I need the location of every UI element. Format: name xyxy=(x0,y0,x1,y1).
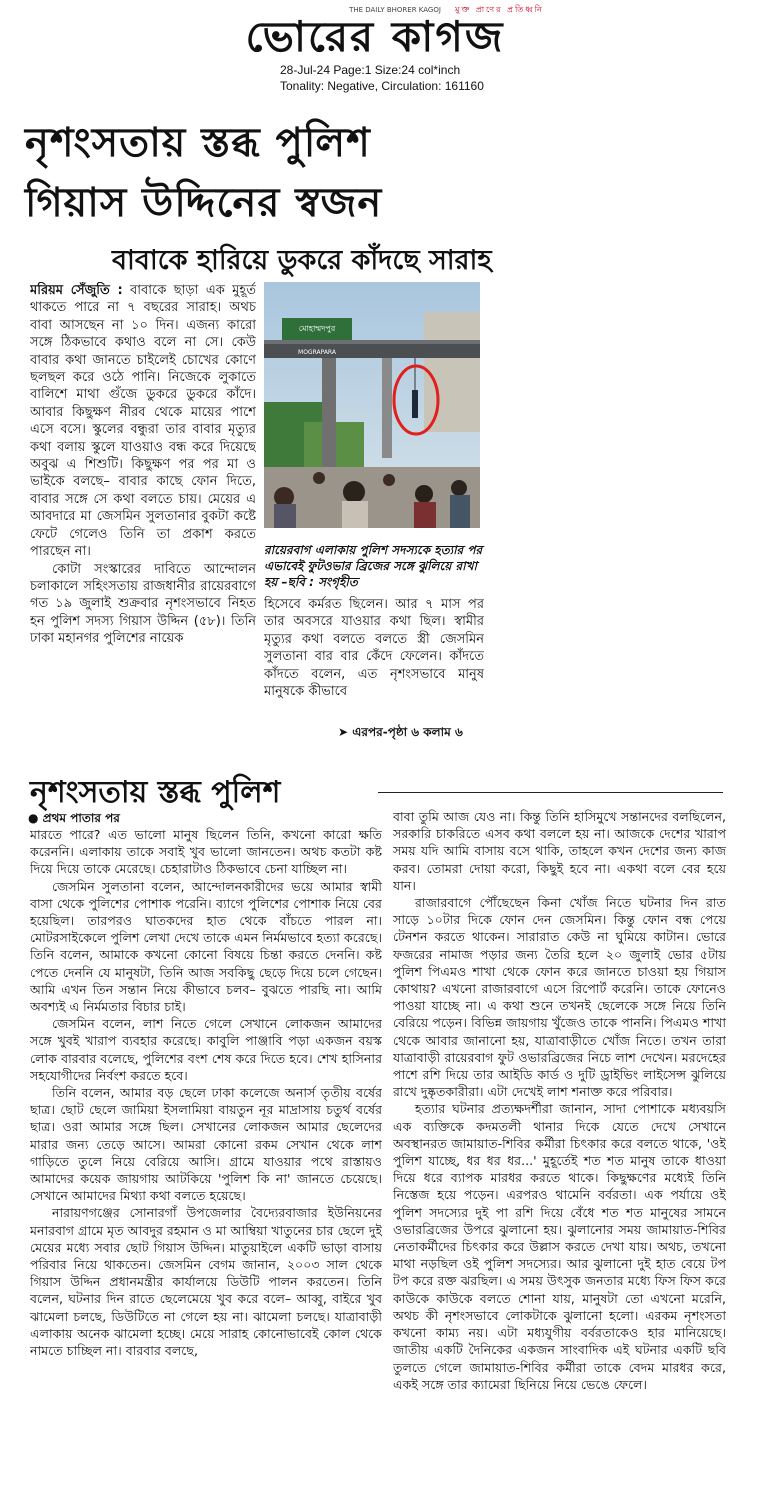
jump-column-left xyxy=(30,826,382,1486)
jump-left-paragraph: জেসমিন বলেন, লাশ নিতে গেলে সেখানে লোকজন আমাদের সঙ্গে খুবই খারাপ ব্যবহার করেছে। কাবুলি পাঞ্জাবি পড়া একজন বয়স্ক লোক বারবার বলেছে, পুলিশের বংশ শেষ করে দিতে হবে। শেখ হাসিনার সহযোগীদের নির্বংশ করতে হবে। xyxy=(30,1016,382,1083)
jump-right-paragraph: বাবা তুমি আজ যেও না। কিন্তু তিনি হাসিমুখে সন্তানদের বলছিলেন, সরকারি চাকরিতে এসব কথা বললে হয় না। আজকে দেশের খারাপ সময় যদি আমি বাসায় বসে থাকি, তাহলে কখন দেশের জন্য কাজ করব। তোমরা দোয়া করো, কিছুই হবে না। একথা বলে বের হয়ে যান। xyxy=(393,809,726,893)
jump-from-front-page: ● প্রথম পাতার পর xyxy=(28,811,120,825)
masthead-title: ভোরের কাগজ xyxy=(245,12,505,61)
jump-left-paragraph: জেসমিন সুলতানা বলেন, আন্দোলনকারীদের ভয়ে আমার স্বামী বাসা থেকে পুলিশের পোশাক পরেনি। ব্যাগে পুলিশের পোশাক নিয়ে বের হয়েছিল। তারপরও ঘাতকদের হাত থেকে বাঁচতে পারল না। মোটরসাইকেলে পুলিশ লেখা দেখে তাকে এমন নির্মমভাবে হত্যা করেছে। তিনি বলেন, আমাকে কখনো কোনো বিষয়ে চিন্তা করতে দেননি। কষ্ট পেতে দেননি যে মানুষটা, তিনি আজ সবকিছু ছেড়ে দিয়ে চলে গেছেন। আমি এখন তিন সন্তান নিয়ে কীভাবে চলব– বুঝতে পারছি না। আমি অবশ্যই এ নির্মমতার বিচার চাই। xyxy=(30,878,382,1015)
article-paragraph-1: বাবাকে ছাড়া এক মুহূর্ত থাকতে পারে না ৭ বছরের সারাহ। অথচ বাবা আসছেন না ১০ দিন। এজন্য কারো সঙ্গে ঠিকভাবে কথাও বলে না সে। কেউ বাবার কথা জানতে চাইলেই চোখের কোণে ছলছল করে ওঠে পানি। নিজেকে লুকাতে বালিশে মাথা গুঁজে ডুকরে ডুকরে কাঁদে। আবার কিছুক্ষণ নীরব থেকে মায়ের পাশে এসে বসে। স্কুলের বন্ধুরা তার বাবার মৃত্যুর কথা বলায় স্কুলে যাওয়াও বন্ধ করে দিয়েছে অবুঝ এ শিশুটি। কিছুক্ষণ পর পর মা ও ভাইকে বলছে– বাবার কাছে ফোন দিতে, বাবার সঙ্গে সে কথা বলতে চায়। মেয়ের এ আবদারে মা জেসমিন সুলতানার বুকটা কষ্টে ফেটে গেলেও তিনি তা প্রকাশ করতে পারছেন না। xyxy=(30,283,256,560)
article-column-left xyxy=(30,282,256,747)
photo-sign-text: মোহাম্মদপুর xyxy=(298,324,336,333)
jump-divider xyxy=(378,792,723,793)
clipping-meta-line2: Tonality: Negative, Circulation: 161160 xyxy=(280,79,484,93)
jump-column-right xyxy=(393,808,726,1486)
news-photo xyxy=(264,282,480,528)
masthead-slogan: মুক্ত প্রাণের প্রতিধ্বনি xyxy=(455,5,544,14)
photo-sign-text-en: MOGRAPARA xyxy=(298,349,336,356)
jump-left-paragraph: তিনি বলেন, আমার বড় ছেলে ঢাকা কলেজে অনার্স তৃতীয় বর্ষের ছাত্র। ছোট ছেলে জামিয়া ইসলামিয়া বায়তুন নূর মাদ্রাসায় চতুর্থ বর্ষের ছাত্র। ওরা আমার সঙ্গে ছিল। সেখানের লোকজন আমার ছেলেদের মারার জন্য তেড়ে আসে। আমরা কোনো রকম সেখান থেকে লাশ গাড়িতে তুলে নিয়ে বেরিয়ে আসি। গ্রামে যাওয়ার পথে রাস্তায়ও আমাদের কয়েক জায়গায় আটকিয়ে 'পুলিশ কি না' জানতে চেয়েছে। সেখানে আমাদের মিথ্যা কথা বলতে হয়েছে। xyxy=(30,1085,382,1204)
headline-line1: নৃশংসতায় স্তব্ধ পুলিশ xyxy=(25,120,371,166)
article-paragraph-2: কোটা সংস্কারের দাবিতে আন্দোলন চলাকালে সহিংসতায় রাজধানীর রায়েরবাগে গত ১৯ জুলাই শুক্রবার নৃশংসভাবে নিহত হন পুলিশ সদস্য গিয়াস উদ্দিন (৫৮)। তিনি ঢাকা মহানগর পুলিশের নায়েক xyxy=(30,561,256,647)
jump-right-paragraph: হত্যার ঘটনার প্রত্যক্ষদর্শীরা জানান, সাদা পোশাকে মধ্যবয়সি এক ব্যক্তিকে কদমতলী থানার দিকে যেতে দেখে সেখানে অবস্থানরত জামায়াত-শিবির কর্মীরা চিৎকার করে বলতে থাকে, 'ওই পুলিশ যাচ্ছে, ধর ধর ধর...' মুহূর্তেই শত শত মানুষ তাকে ধাওয়া দিয়ে ধরে ব্যাপক মারধর করতে থাকে। কিছুক্ষণের মধ্যেই তিনি নিস্তেজ হয়ে পড়েন। এরপরও থামেনি বর্বরতা। এক পর্যায়ে ওই পুলিশ সদস্যের দুই পা রশি দিয়ে বেঁধে শত শত মানুষের সামনে ওভারব্রিজের উপরে ঝুলানো হয়। ঝুলানোর সময় জামায়াত-শিবির নেতাকর্মীদের চিৎকার করে উল্লাস করতে দেখা যায়। অথচ, তখনো মাথা নড়ছিল ওই পুলিশ সদস্যের। আর ঝুলানো দুই হাত বেয়ে টপ টপ করে রক্ত ঝরছিল। এ সময় উৎসুক জনতার মধ্যে ফিস ফিস করে কাউকে কাউকে বলতে শোনা যায়, মানুষটা তো এখনো মরেনি, অথচ কী নৃশংসভাবে লোকটাকে ঝুলানো হলো। এরকম নৃশংসতা কখনো কাম্য নয়। এটা মধ্যযুগীয় বর্বরতাকেও হার মানিয়েছে। জাতীয় একটি দৈনিকের একজন সাংবাদিক এই ঘটনার একটি ছবি তুলতে গেলে জামায়াত-শিবির কর্মীরা তাকে বেদম মারধর করে, একই সঙ্গে তার ক্যামেরা ছিনিয়ে নিয়ে ভেঙে ফেলে। xyxy=(393,1101,726,1392)
jump-left-paragraph: নারায়ণগঞ্জের সোনারগাঁ উপজেলার বৈদ্যেরবাজার ইউনিয়নের মনারবাগ গ্রামে মৃত আবদুর রহমান ও মা আম্বিয়া খাতুনের চার ছেলে দুই মেয়ের মধ্যে সবার ছোট গিয়াস উদ্দিন। মাতুয়াইলে একটি ভাড়া বাসায় পরিবার নিয়ে থাকতেন। জেসমিন বেগম জানান, ২০০৩ সাল থেকে গিয়াস উদ্দিন প্রধানমন্ত্রীর কার্যালয়ে ডিউটি পালন করতেন। তিনি বলেন, ঘটনার দিন রাতে ছেলেমেয়ে খুব করে বলে– আব্বু, বাইরে খুব ঝামেলা চলছে, ডিউটিতে না গেলে হয় না। ঝামেলা চলছে। যাত্রাবাড়ী এলাকায় অনেক ঝামেলা হচ্ছে। মেয়ে সারাহ কোনোভাবেই কোল থেকে নামতে চাচ্ছিল না। বারবার বলছে, xyxy=(30,1205,382,1359)
masthead-tagline: THE DAILY BHORER KAGOJ xyxy=(349,6,441,14)
article-column-right xyxy=(264,596,484,722)
article-paragraph-3: হিসেবে কর্মরত ছিলেন। আর ৭ মাস পর তার অবসরে যাওয়ার কথা ছিল। স্বামীর মৃত্যুর কথা বলতে বলতে স্ত্রী জেসমিন সুলতানা বার বার কেঁদে ফেলেন। কাঁদতে কাঁদতে বলেন, এত নৃশংসভাবে মানুষ মানুষকে কীভাবে xyxy=(264,597,484,700)
photo-caption: রায়েরবাগ এলাকায় পুলিশ সদস্যকে হত্যার পর এভাবেই ফুটওভার ব্রিজের সঙ্গে ঝুলিয়ে রাখা হয় –ছবি : সংগৃহীত xyxy=(264,543,483,589)
continued-on: ➤ এরপর-পৃষ্ঠা ৬ কলাম ৬ xyxy=(338,725,463,739)
article-byline: মরিয়ম সেঁজুতি : xyxy=(30,283,123,298)
clipping-meta xyxy=(280,62,484,94)
jump-left-paragraph: মারতে পারে? এত ভালো মানুষ ছিলেন তিনি, কখনো কারো ক্ষতি করেননি। এলাকায় তাকে সবাই খুব ভালো জানতেন। অথচ কতটা কষ্ট দিয়ে দিয়ে তাকে মেরেছে। চেহারাটাও ঠিকভাবে চেনা যাচ্ছিল না। xyxy=(30,827,382,877)
headline-subtitle: বাবাকে হারিয়ে ডুকরে কাঁদছে সারাহ xyxy=(112,245,492,276)
jump-headline: নৃশংসতায় স্তব্ধ পুলিশ xyxy=(30,775,281,810)
footbridge-photo-illustration xyxy=(264,282,480,528)
jump-right-paragraph: রাজারবাগে পৌঁছেছেন কিনা খোঁজ নিতে ঘটনার দিন রাত সাড়ে ১০টার দিকে ফোন দেন জেসমিন। কিন্তু ফোন বন্ধ পেয়ে টেনশন করতে থাকেন। সারারাত কেউ না ঘুমিয়ে কাটান। ভোরে ফজরের নামাজ পড়ার জন্য তৈরি হলে ২০ জুলাই ভোর ৫টায় পুলিশ পিএমও শাখা থেকে ফোন করে জানতে চাওয়া হয় গিয়াস কোথায়? এখনো রাজারবাগে এসে রিপোর্ট করেনি। তাকে ফোনেও পাওয়া যাচ্ছে না। এ কথা শুনে তখনই ছেলেকে সঙ্গে নিয়ে তিনি বেরিয়ে পড়েন। বিভিন্ন জায়গায় খুঁজেও তাকে পাননি। পিএমও শাখা থেকে আবার জানানো হয়, যাত্রাবাড়ীতে খোঁজ নিতে। তখন তারা যাত্রাবাড়ী রায়েরবাগ ফুট ওভারব্রিজের নিচে লাশ দেখেন। মরদেহের পাশে রশি দিয়ে তার আইডি কার্ড ও দুটি ড্রাইভিং লাইসেন্স ঝুলিয়ে রাখে দুষ্কৃতকারীরা। এটা দেখেই লাশ শনাক্ত করে পরিবার। xyxy=(393,895,726,1100)
headline-line2: গিয়াস উদ্দিনের স্বজন xyxy=(25,180,383,226)
clipping-meta-line1: 28-Jul-24 Page:1 Size:24 col*inch xyxy=(280,63,461,77)
